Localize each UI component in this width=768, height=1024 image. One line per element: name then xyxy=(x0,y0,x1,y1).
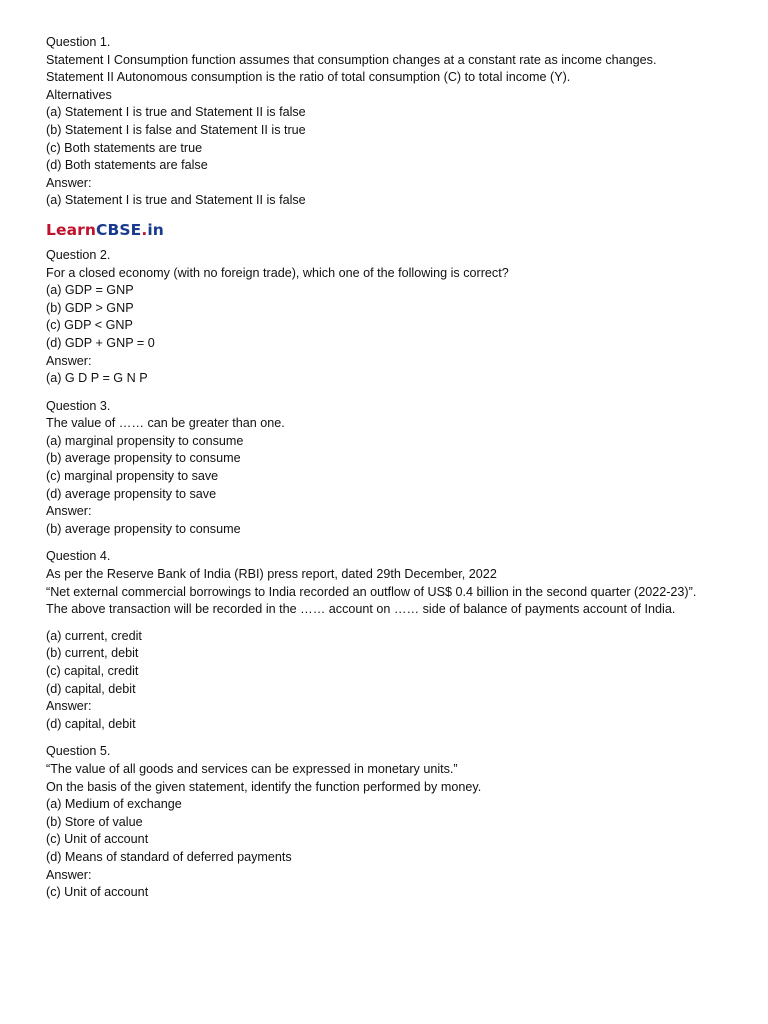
logo-part-learn: Learn xyxy=(46,220,97,239)
answer-text: (d) capital, debit xyxy=(46,716,136,731)
answer-text: (b) average propensity to consume xyxy=(46,521,241,536)
question-3 xyxy=(46,398,722,539)
question-quote: “Net external commercial borrowings to India recorded an outflow of US$ 0.4 billion in the second quarter (2022-23)”. xyxy=(46,584,697,599)
question-5 xyxy=(46,743,722,901)
question-heading: Question 2. xyxy=(46,247,111,262)
question-text-line: Alternatives xyxy=(46,87,112,102)
question-text-line: For a closed economy (with no foreign trade), which one of the following is correct? xyxy=(46,265,509,280)
question-text-line: As per the Reserve Bank of India (RBI) press report, dated 29th December, 2022 xyxy=(46,567,497,582)
question-text-line: On the basis of the given statement, identify the function performed by money. xyxy=(46,779,482,794)
answer-text: (a) G D P = G N P xyxy=(46,371,148,386)
question-text-line: Statement I Consumption function assumes that consumption changes at a constant rate as income changes. xyxy=(46,52,657,67)
option-a: (a) GDP = GNP xyxy=(46,283,134,298)
option-b: (b) current, debit xyxy=(46,646,139,661)
spacer xyxy=(46,619,722,628)
learncbse-logo xyxy=(46,219,722,241)
question-heading: Question 1. xyxy=(46,35,111,49)
question-text-line: The above transaction will be recorded in the …… account on …… side of balance of payments account of India. xyxy=(46,602,676,617)
answer-label: Answer: xyxy=(46,504,92,519)
question-heading: Question 4. xyxy=(46,549,111,564)
question-text-line: The value of …… can be greater than one. xyxy=(46,416,285,431)
option-d: (d) capital, debit xyxy=(46,681,136,696)
answer-text: (a) Statement I is true and Statement II is false xyxy=(46,193,306,208)
logo-part-in: in xyxy=(147,220,164,239)
option-d: (d) average propensity to save xyxy=(46,486,217,501)
answer-label: Answer: xyxy=(46,867,92,882)
answer-label: Answer: xyxy=(46,699,92,714)
answer-text: (c) Unit of account xyxy=(46,885,149,900)
option-c: (c) Unit of account xyxy=(46,832,149,847)
option-b: (b) Store of value xyxy=(46,814,143,829)
option-a: (a) marginal propensity to consume xyxy=(46,433,244,448)
option-c: (c) marginal propensity to save xyxy=(46,469,219,484)
option-d: (d) Means of standard of deferred payments xyxy=(46,849,292,864)
option-c: (c) Both statements are true xyxy=(46,140,203,155)
option-a: (a) current, credit xyxy=(46,628,142,643)
option-d: (d) Both statements are false xyxy=(46,158,208,173)
option-c: (c) capital, credit xyxy=(46,664,139,678)
logo-part-dot: . xyxy=(141,220,148,239)
question-text-line: Statement II Autonomous consumption is the ratio of total consumption (C) to total income (Y). xyxy=(46,70,571,85)
option-b: (b) Statement I is false and Statement II is true xyxy=(46,122,306,137)
answer-label: Answer: xyxy=(46,353,92,368)
option-a: (a) Medium of exchange xyxy=(46,797,182,812)
question-heading: Question 5. xyxy=(46,744,111,759)
question-2 xyxy=(46,247,722,388)
answer-label: Answer: xyxy=(46,175,92,190)
question-heading: Question 3. xyxy=(46,398,111,413)
question-4 xyxy=(46,548,722,733)
logo-part-cbse: CBSE xyxy=(96,220,142,239)
question-1 xyxy=(46,34,722,210)
spacer xyxy=(46,538,722,548)
option-d: (d) GDP + GNP = 0 xyxy=(46,335,155,350)
option-a: (a) Statement I is true and Statement II is false xyxy=(46,105,306,120)
question-text-line: “The value of all goods and services can be expressed in monetary units.” xyxy=(46,761,458,776)
option-c: (c) GDP < GNP xyxy=(46,318,133,333)
option-b: (b) GDP > GNP xyxy=(46,300,134,315)
option-b: (b) average propensity to consume xyxy=(46,451,241,466)
spacer xyxy=(46,733,722,743)
spacer xyxy=(46,388,722,398)
